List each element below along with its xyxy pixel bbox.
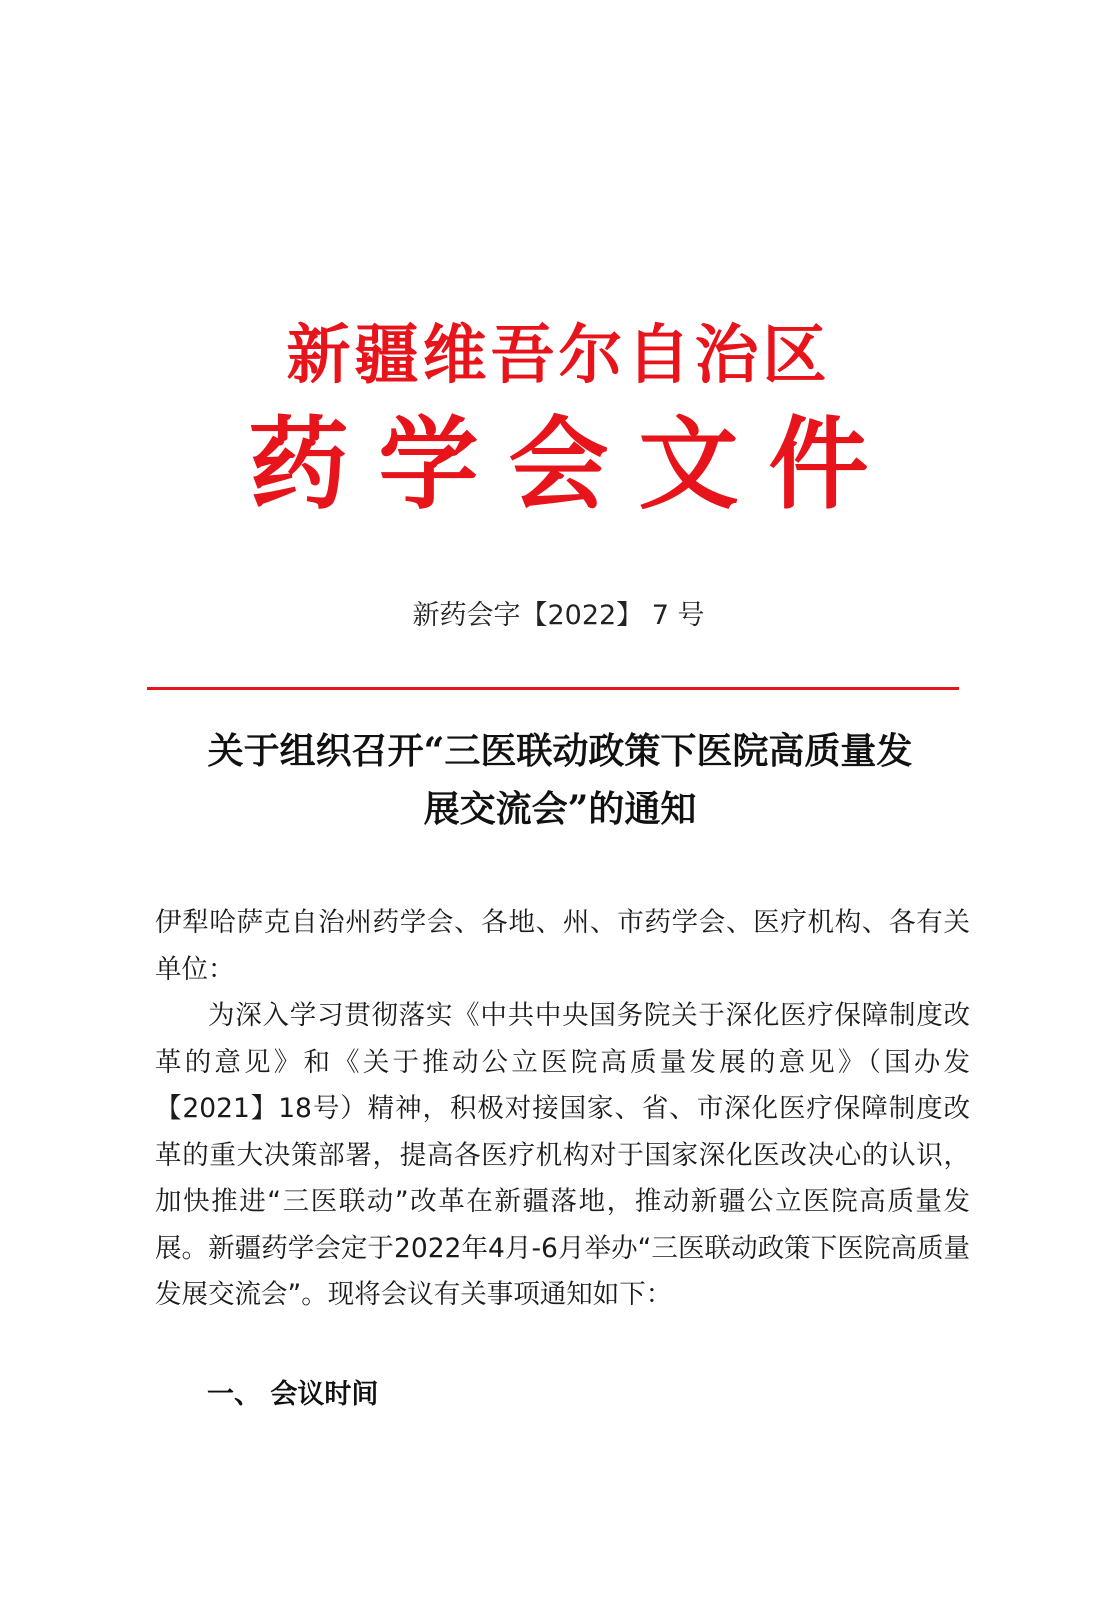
doc-type-char: 学 [378,405,479,523]
title-line: 关于组织召开“三医联动政策下医院高质量发 [207,730,913,772]
document-title [150,722,970,838]
title-line: 展交流会”的通知 [423,788,697,830]
doc-type-char: 件 [768,405,869,523]
issuing-organization: 新疆维吾尔自治区 [286,318,831,393]
document-type-heading [0,405,1117,523]
document-number: 新药会字【2022】 7 号 [412,600,705,631]
recipients-line: 伊犁哈萨克自治州药学会、各地、州、市药学会、医疗机构、各有关单位： [155,907,970,985]
doc-type-char: 文 [638,405,739,523]
document-body [155,900,970,1319]
section-heading: 一、 会议时间 [207,1379,379,1410]
doc-type-char: 药 [248,405,349,523]
red-divider-line [147,687,959,690]
body-paragraph: 为深入学习贯彻落实《中共中央国务院关于深化医疗保障制度改革的意见》和《关于推动公立医院高质量发展的意见》（国办发【2021】18号）精神，积极对接国家、省、市深化医疗保障制度改革的重大决策部署，提高各医疗机构对于国家深化医改决心的认识，加快推进“三医联动”改革在新疆落地，推动新疆公立医院高质量发展。新疆药学会定于2022年4月-6月举办“三医联动政策下医院高质量发展交流会”。现将会议有关事项通知如下： [155,1000,970,1310]
doc-type-char: 会 [508,405,609,523]
